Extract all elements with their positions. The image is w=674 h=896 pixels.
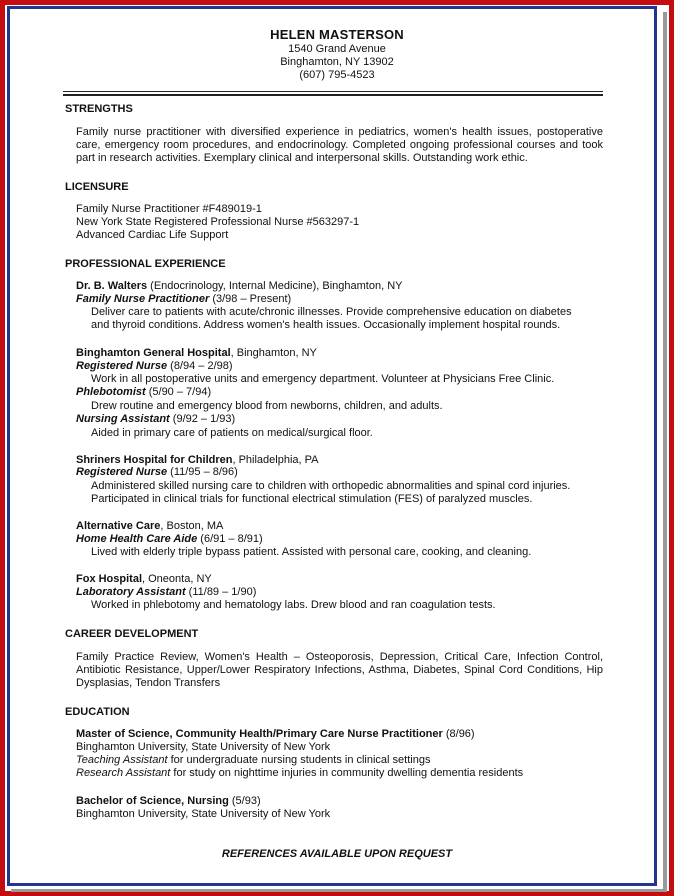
assistantship-line (76, 754, 430, 767)
experience-heading: PROFESSIONAL EXPERIENCE (65, 258, 226, 270)
employer-detail: , Philadelphia, PA (232, 454, 319, 466)
role-line (76, 386, 211, 399)
degree-date: (8/96) (442, 728, 475, 740)
employer-name: Alternative Care (76, 520, 161, 532)
license-item: New York State Registered Professional Nurse #563297-1 (76, 216, 360, 228)
assistantship-detail: for study on nighttime injuries in community dwelling dementia residents (170, 767, 524, 779)
role-description: Participated in clinical trials for functional electrical stimulation (FES) of paralyzed muscles. (91, 493, 533, 505)
role-line (76, 466, 238, 479)
references-note: REFERENCES AVAILABLE UPON REQUEST (221, 848, 453, 860)
school-name: Binghamton University, State University of New York (76, 741, 331, 753)
role-description: Deliver care to patients with acute/chronic illnesses. Provide comprehensive education on diabetes (91, 306, 572, 318)
employer-detail: , Binghamton, NY (230, 347, 317, 359)
assistantship-role: Research Assistant (76, 767, 171, 779)
role-dates: (3/98 – Present) (209, 293, 292, 305)
employer-detail: , Boston, MA (160, 520, 224, 532)
employer-name: Dr. B. Walters (76, 280, 148, 292)
degree-title: Bachelor of Science, Nursing (76, 795, 229, 807)
frame-shadow-right (663, 12, 667, 889)
licensure-heading: LICENSURE (65, 181, 129, 193)
header-divider-thin (63, 91, 603, 92)
assistantship-line (76, 767, 523, 780)
employer-name: Shriners Hospital for Children (76, 454, 233, 466)
role-title: Laboratory Assistant (76, 586, 186, 598)
role-title: Home Health Care Aide (76, 533, 198, 545)
strengths-heading: STRENGTHS (65, 103, 133, 115)
career-heading: CAREER DEVELOPMENT (65, 628, 199, 640)
license-item: Family Nurse Practitioner #F489019-1 (76, 203, 262, 215)
education-heading: EDUCATION (65, 706, 130, 718)
role-description: Lived with elderly triple bypass patient. Assisted with personal care, cooking, and cleaning. (91, 546, 532, 558)
strengths-paragraph: Family nurse practitioner with diversified experience in pediatrics, women's health issues, postoperative care, emergency room procedures, and endocrinology. Completed ongoing professional courses and took part in research activities. Exemplary clinical and interpersonal skills. Outstanding work ethic. (76, 126, 603, 164)
role-dates: (11/89 – 1/90) (185, 586, 257, 598)
role-line (76, 586, 256, 599)
role-description: Worked in phlebotomy and hematology labs. Drew blood and ran coagulation tests. (91, 599, 496, 611)
degree-line (76, 795, 261, 808)
phone-number: (607) 795-4523 (299, 69, 375, 81)
employer-line (76, 520, 223, 533)
employer-line (76, 573, 212, 586)
employer-line (76, 280, 403, 293)
role-description: Drew routine and emergency blood from newborns, children, and adults. (91, 400, 443, 412)
role-description: and thyroid conditions. Address women's health issues. Occasionally implement hospital rounds. (91, 319, 561, 331)
role-description: Work in all postoperative units and emergency department. Volunteer at Physicians Free Clinic. (91, 373, 555, 385)
role-title: Family Nurse Practitioner (76, 293, 210, 305)
role-description: Aided in primary care of patients on medical/surgical floor. (91, 427, 373, 439)
address-city: Binghamton, NY 13902 (280, 56, 394, 68)
role-title: Registered Nurse (76, 466, 168, 478)
role-title: Registered Nurse (76, 360, 168, 372)
license-item: Advanced Cardiac Life Support (76, 229, 229, 241)
address-street: 1540 Grand Avenue (288, 43, 386, 55)
employer-detail: (Endocrinology, Internal Medicine), Binghamton, NY (147, 280, 403, 292)
role-line (76, 293, 291, 306)
role-line (76, 360, 233, 373)
role-dates: (6/91 – 8/91) (197, 533, 263, 545)
school-name: Binghamton University, State University of New York (76, 808, 331, 820)
career-paragraph: Family Practice Review, Women's Health – Osteoporosis, Depression, Critical Care, Infection Control, Antibiotic Resistance, Upper/Lower Respiratory Infections, Asthma, Diabetes, Spinal Cord Conditions, Hip Dysplasias, Tendon Transfers (76, 651, 603, 689)
role-title: Phlebotomist (76, 386, 146, 398)
degree-title: Master of Science, Community Health/Primary Care Nurse Practitioner (76, 728, 443, 740)
degree-date: (5/93) (228, 795, 261, 807)
role-dates: (8/94 – 2/98) (167, 360, 233, 372)
degree-line (76, 728, 475, 741)
employer-name: Fox Hospital (76, 573, 143, 585)
role-dates: (9/92 – 1/93) (169, 413, 236, 425)
assistantship-detail: for undergraduate nursing students in clinical settings (167, 754, 431, 766)
role-dates: (11/95 – 8/96) (167, 466, 238, 478)
role-title: Nursing Assistant (76, 413, 170, 425)
header-divider-thick (63, 94, 603, 96)
assistantship-role: Teaching Assistant (76, 754, 168, 766)
employer-line (76, 347, 317, 360)
role-line (76, 533, 263, 546)
employer-name: Binghamton General Hospital (76, 347, 231, 359)
frame-shadow-bottom (11, 889, 667, 892)
role-description: Administered skilled nursing care to children with orthopedic abnormalities and spinal cord injuries. (91, 480, 571, 492)
role-line (76, 413, 235, 426)
candidate-name: HELEN MASTERSON (270, 27, 404, 42)
role-dates: (5/90 – 7/94) (145, 386, 212, 398)
employer-detail: , Oneonta, NY (142, 573, 212, 585)
